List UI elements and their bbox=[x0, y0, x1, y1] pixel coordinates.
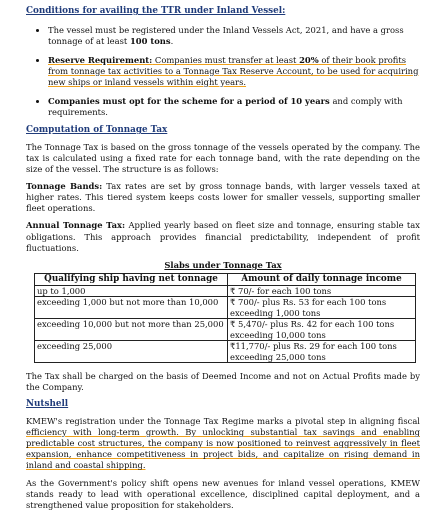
condition-period-bold: Companies must opt for the scheme for a period of 10 years bbox=[48, 96, 330, 107]
condition-period bbox=[48, 95, 420, 118]
tonnage-cell: exceeding 25,000 bbox=[35, 341, 228, 363]
header-amount: Amount of daily tonnage income bbox=[228, 273, 416, 285]
nutshell-paragraph-1 bbox=[26, 416, 420, 471]
condition-period-text: and comply with requirements. bbox=[48, 96, 403, 118]
computation-heading: Computation of Tonnage Tax bbox=[26, 125, 168, 136]
condition-registration-text: The vessel must be registered under the Inland Vessels Act, 2021, and have a gross tonnage of at least bbox=[48, 24, 404, 46]
tonnage-cell: exceeding 10,000 but not more than 25,000 bbox=[35, 319, 228, 341]
nutshell-para1-highlight: efficiency with long-term growth. By unlocking substantial tax savings and enabling predictable cost structures, the company is now positioned to reinvest aggressively in fleet expansion, enhance competitiveness in project bids, and capitalize on rising demand in inland and coastal shipping. bbox=[26, 427, 420, 471]
slabs-table bbox=[34, 273, 416, 363]
nutshell-paragraph-2: As the Government's policy shift opens new avenues for inland vessel operations, KMEW stands ready to lead with operational excellence, disciplined capital deployment, and a strengthened value proposition for stakeholders. bbox=[26, 477, 420, 510]
condition-reserve-highlight bbox=[48, 55, 418, 87]
amount-cell: ₹ 700/- plus Rs. 53 for each 100 tons exceeding 1,000 tons bbox=[228, 297, 416, 319]
nutshell-para1-start: KMEW's registration under the Tonnage Tax Regime marks a pivotal step in aligning fiscal bbox=[26, 416, 420, 427]
tonnage-cell: up to 1,000 bbox=[35, 285, 228, 297]
deemed-income-note: The Tax shall be charged on the basis of Deemed Income and not on Actual Profits made by the Company. bbox=[26, 371, 420, 393]
tonnage-cell: exceeding 1,000 but not more than 10,000 bbox=[35, 297, 228, 319]
table-row bbox=[35, 341, 416, 363]
table-row bbox=[35, 319, 416, 341]
annual-tax-label: Annual Tonnage Tax: bbox=[26, 220, 126, 231]
conditions-heading: Conditions for availing the TTR under Inland Vessel: bbox=[26, 6, 286, 16]
condition-registration bbox=[48, 24, 420, 47]
condition-registration-end: . bbox=[170, 35, 174, 46]
annual-tax-paragraph bbox=[26, 220, 420, 253]
computation-intro: The Tonnage Tax is based on the gross tonnage of the vessels operated by the company. The tax is calculated using a fixed rate for each tonnage band, with the rate depending on the size of the vessel. The structure is as follows: bbox=[26, 141, 420, 175]
condition-reserve-label: Reserve Requirement: bbox=[48, 54, 153, 65]
condition-reserve bbox=[48, 54, 420, 88]
tonnage-bands-paragraph bbox=[26, 181, 420, 214]
nutshell-heading: Nutshell bbox=[26, 399, 69, 410]
condition-registration-bold: 100 tons bbox=[129, 35, 171, 46]
condition-reserve-percent: 20% bbox=[299, 54, 319, 65]
amount-cell: ₹ 70/- for each 100 tons bbox=[228, 285, 416, 297]
slabs-caption: Slabs under Tonnage Tax bbox=[164, 259, 282, 270]
table-header-row bbox=[35, 273, 416, 285]
annual-tax-text: Applied yearly based on fleet size and tonnage, ensuring stable tax obligations. This approach provides financial predictability, independent of profit fluctuations. bbox=[26, 220, 420, 253]
condition-reserve-text-a: Companies must transfer at least bbox=[152, 54, 300, 65]
tonnage-bands-text: Tax rates are set by gross tonnage bands, with larger vessels taxed at higher rates. This tiered system keeps costs lower for smaller vessels, supporting smaller fleet operations. bbox=[26, 181, 420, 214]
table-row bbox=[35, 297, 416, 319]
amount-cell: ₹11,770/- plus Rs. 29 for each 100 tons exceeding 25,000 tons bbox=[228, 341, 416, 363]
table-row bbox=[35, 285, 416, 297]
condition-reserve-text-b: of their book profits from tonnage tax activities to a Tonnage Tax Reserve Account, to be used for acquiring new ships or inland vessels within eight years. bbox=[48, 54, 419, 87]
amount-cell: ₹ 5,470/- plus Rs. 42 for each 100 tons exceeding 10,000 tons bbox=[228, 319, 416, 341]
tonnage-bands-label: Tonnage Bands: bbox=[26, 181, 103, 192]
header-tonnage: Qualifying ship having net tonnage bbox=[35, 273, 228, 285]
conditions-list bbox=[26, 24, 420, 119]
